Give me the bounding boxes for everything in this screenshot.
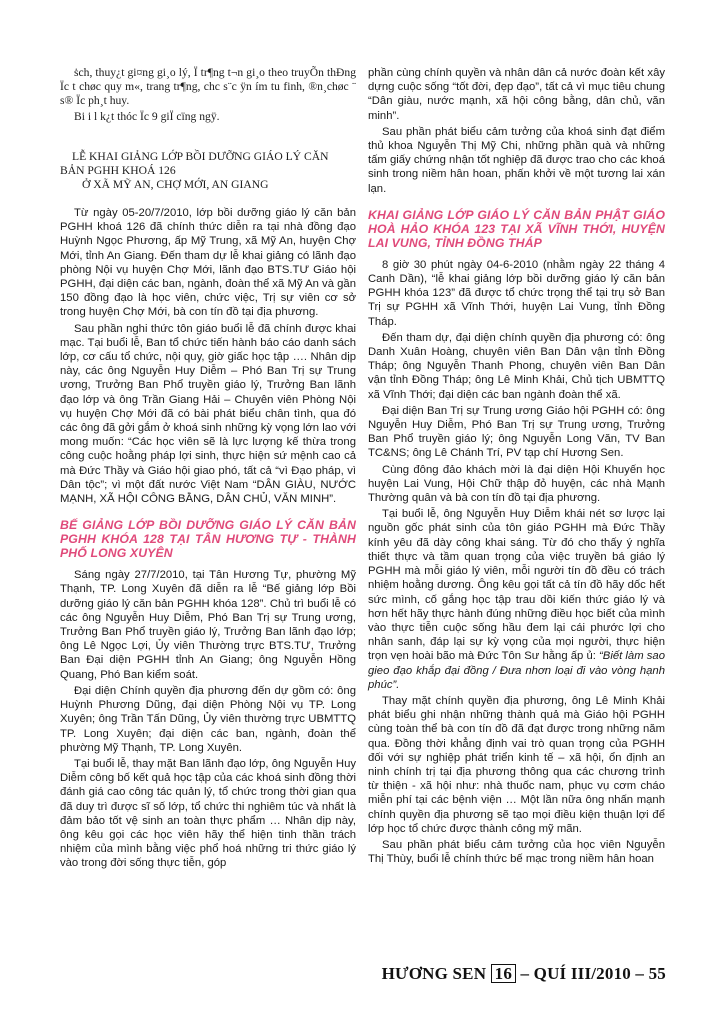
section-2-title: BẾ GIẢNG LỚP BỒI DƯỠNG GIÁO LÝ CĂN BẢN PGHH KHÓA 128 TẠI TÂN HƯƠNG TỰ - THÀNH PHỐ LONG XUYÊN: [60, 518, 356, 561]
paragraph: Đến tham dự, đại diện chính quyền địa phương có: ông Danh Xuân Hoàng, chuyên viên Ban Dân vận tỉnh Đồng Tháp; ông Nguyễn Thanh Phong, chuyên viên Ban Dân vận tỉnh Đồng Tháp; ông Lê Minh Khải, Chủ tịch UBMTTQ xã Vĩnh Thới; đại diện các ban ngành đoàn thể xã.: [368, 331, 665, 401]
paragraph: Tại buổi lễ, thay mặt Ban lãnh đạo lớp, ông Nguyễn Huy Diễm công bố kết quả học tập của các khoá sinh đồng thời đánh giá cao công tác quản lý, tổ chức trong thời gian qua đã duy trì được sĩ số lớp, tổ chức thi nghiêm túc và nhất là đảm bảo tốt vệ sinh an toàn thực phẩm … Nhân dịp này, ông kêu gọi các học viên hãy thể hiện tinh thần trách nhiệm của mình bằng việc phổ hoá những tri thức giáo lý vào trong đời sống thực tiễn, góp: [60, 757, 356, 870]
section-1-title-line: LỄ KHAI GIẢNG LỚP BỒI DƯỠNG GIÁO LÝ CĂN: [72, 150, 329, 163]
paragraph: Cùng đông đảo khách mời là đại diện Hội Khuyến học huyện Lai Vung, Hội Chữ thập đỏ huyện, các nhà Mạnh Thường quân và bà con tín đồ tại địa phương.: [368, 463, 665, 505]
paragraph: 8 giờ 30 phút ngày 04-6-2010 (nhằm ngày 22 tháng 4 Canh Dần), “lễ khai giảng lớp bồi dưỡng giáo lý căn bản PGHH khóa 123” đã được tổ chức trọng thể tại trụ sở Ban Trị sự PGHH xã Vĩnh Thới, huyện Lai Vung, tỉnh Đồng Tháp.: [368, 258, 665, 328]
section-1-title-line: Ở XÃ MỸ AN, CHỢ MỚI, AN GIANG: [82, 178, 269, 191]
paragraph: Từ ngày 05-20/7/2010, lớp bồi dưỡng giáo lý căn bản PGHH khoá 126 đã chính thức diễn ra tại nhà đồng đạo Huỳnh Ngọc Phương, ấp Mỹ Trung, xã Mỹ An, huyện Chợ Mới, tỉnh An Giang. Đến tham dự lễ khai giảng có lãnh đạo phòng Nội vụ huyện Chợ Mới, lãnh đạo BTS.TƯ Giáo hội PGHH, đại diện các ban, ngành, đoàn thể xã Mỹ An và gần 150 đồng đạo là học viên, chức việc, Trị sự viên cơ sở trong huyện Chợ Mới, bà con tín đồ tại địa phương.: [60, 207, 356, 319]
paragraph-text: Tại buổi lễ, ông Nguyễn Huy Diễm khái nét sơ lược lại nguồn gốc phát sinh của tôn giáo PGHH mà Đức Thầy kính yêu đã dày công khai sáng. Từ đó cho thấy ý nghĩa thiết thực và tầm quan trọng của việc truyền bá giáo lý PGHH mà mỗi giáo lý viên, mỗi người tín đồ đều có trách nhiệm hoằng dương. Ông kêu gọi tất cả tín đồ hãy dốc hết sức mình, cố gắng học tập trau dồi kiến thức giáo lý và hơn hết hãy thực hành đúng những điều học biết của mình vào thực tiễn cuộc sống hầu đem lại cái phước lợi cho nhân sanh, đáp lại sự kỳ vọng của mọi người, thực hiện trọn vẹn hoài bão mà Đức Tôn Sư hằng ấp ủ:: [368, 508, 665, 663]
paragraph: Sáng ngày 27/7/2010, tại Tân Hương Tự, phường Mỹ Thạnh, TP. Long Xuyên đã diễn ra lễ “Bế giảng lớp Bồi dưỡng giáo lý căn bản PGHH khóa 128”. Chủ trì buổi lễ có các ông Nguyễn Huy Diễm, Phó Ban Trị sự Trung ương, Trưởng Ban Phổ truyền giáo lý, Trưởng Ban lãnh đạo lớp; ông Lê Ngọc Lợi, Ủy viên Thường trực BTS.TƯ, Trưởng Ban Đại diện PGHH tỉnh An Giang; ông Nguyễn Hồng Quang, Phó Ban kiểm soát.: [60, 569, 356, 681]
page-footer: [382, 964, 666, 984]
issue-number: 16: [491, 964, 516, 983]
section-1-title-line: BẢN PGHH KHOÁ 126: [60, 164, 176, 177]
issue-period: – QUÍ III/2010 – 55: [520, 964, 666, 983]
section-3-title: KHAI GIẢNG LỚP GIÁO LÝ CĂN BẢN PHẬT GIÁO HOÀ HẢO KHÓA 123 TẠI XÃ VĨNH THỚI, HUYỆN LAI VUNG, TỈNH ĐỒNG THÁP: [368, 207, 665, 250]
paragraph: Thay mặt chính quyền địa phương, ông Lê Minh Khải phát biểu ghi nhận những thành quả mà Giáo hội PGHH cùng toàn thể bà con tín đồ đã đạt được trong những năm qua. Đồng thời khẳng định vai trò quan trọng của PGHH đối với sự nghiệp phát triển kinh tế – xã hội, ổn định an ninh chính trị tại địa phương thông qua các chương trình từ thiện - xã hội như: nhà thuốc nam, phục vụ cơm cháo miễn phí tại các bệnh viện … Một lần nữa ông nhấn mạnh chính quyền địa phương sẽ tạo mọi điều kiện thuận lợi để lớp học tổ chức được thành công mỹ mãn.: [368, 694, 665, 835]
poem-quote: “Biết làm sao gieo đạo khắp đại đồng / Đưa nhơn loại đi vào vòng hạnh phúc”.: [368, 650, 665, 691]
garbled-paragraph: Bi i l k¿t thóc Ïc 9 giÏ cïng ngÿ.: [74, 110, 220, 123]
left-column: [60, 66, 356, 873]
magazine-name: HƯƠNG SEN: [381, 964, 487, 983]
paragraph: [368, 507, 665, 692]
paragraph: Sau phần phát biểu cảm tưởng của học viên Nguyễn Thị Thùy, buổi lễ chính thức bế mạc trong niềm hân hoan: [368, 838, 665, 866]
paragraph: Đại diện Chính quyền địa phương đến dự gồm có: ông Huỳnh Phương Dũng, đại diện Phòng Nội vụ TP. Long Xuyên; ông Trần Tấn Dũng, Ủy viên thường trực UBMTTQ TP. Long Xuyên; đại diện các ban, ngành, đoàn thể phường Mỹ Thạnh, TP. Long Xuyên.: [60, 684, 356, 754]
paragraph: phần cùng chính quyền và nhân dân cả nước đoàn kết xây dựng cuộc sống “tốt đời, đẹp đạo”, tất cả vì mục tiêu chung “Dân giàu, nước mạnh, xã hội công bằng, dân chủ, văn minh”.: [368, 67, 665, 122]
garbled-paragraph: ṡch, thuy¿t gi¤ng gi¸o lý, Ï tr¶ng t¬n gi¸o theo truyÕn thÐng Ïc t chøc quy m«, trang tr¶ng, chc s¨c ÿn ím tu finh, ®n¸chøc ¨ s® Ïc ph¸t huy.: [60, 66, 356, 107]
right-column: [368, 66, 665, 868]
paragraph: Sau phần phát biểu cảm tưởng của khoá sinh đạt điểm thủ khoa Nguyễn Thị Mỹ Chi, những phần quà và những tấm giấy chứng nhận tốt nghiệp đã được trao cho các khoá sinh trong niềm hân hoan, phấn khởi về một tương lai xán lạn.: [368, 125, 665, 195]
paragraph: Đại diện Ban Trị sự Trung ương Giáo hội PGHH có: ông Nguyễn Huy Diễm, Phó Ban Trị sự Trung ương, Trưởng Ban Phổ truyền giáo lý; ông Nguyễn Long Văn, TV Ban TC&NS; ông Lê Chánh Trí, PV tạp chí Hương Sen.: [368, 404, 665, 460]
section-1-title: [60, 150, 356, 192]
paragraph: Sau phần nghi thức tôn giáo buổi lễ đã chính được khai mạc. Tại buổi lễ, Ban tổ chức tiến hành báo cáo danh sách lớp, cơ cấu tổ chức, nội quy, giờ giấc học tập …. Nhân dịp này, các ông Nguyễn Huy Diễm – Phó Ban Trị sự Trung ương, Trưởng Ban Phổ truyền giáo lý, Trưởng Ban lãnh đạo lớp và ông Trần Giang Hải – Chuyên viên Phòng Nội vụ huyện Chợ Mới đã có bài phát biểu chân tình, qua đó các ông đã gởi gắm ở khoá sinh những kỳ vọng lớn lao với mong muốn: “Các học viên sẽ là lực lượng kế thừa trong công cuộc hoằng pháp lợi sinh, thực hiện sứ mệnh cao cả mà Đức Thầy và Giáo hội giao phó, tất cả “vì Đạo pháp, vì Dân tộc”; vì một đất nước Việt Nam “DÂN GIÀU, NƯỚC MẠNH, XÃ HỘI CÔNG BẰNG, DÂN CHỦ, VĂN MINH”.: [60, 322, 356, 506]
